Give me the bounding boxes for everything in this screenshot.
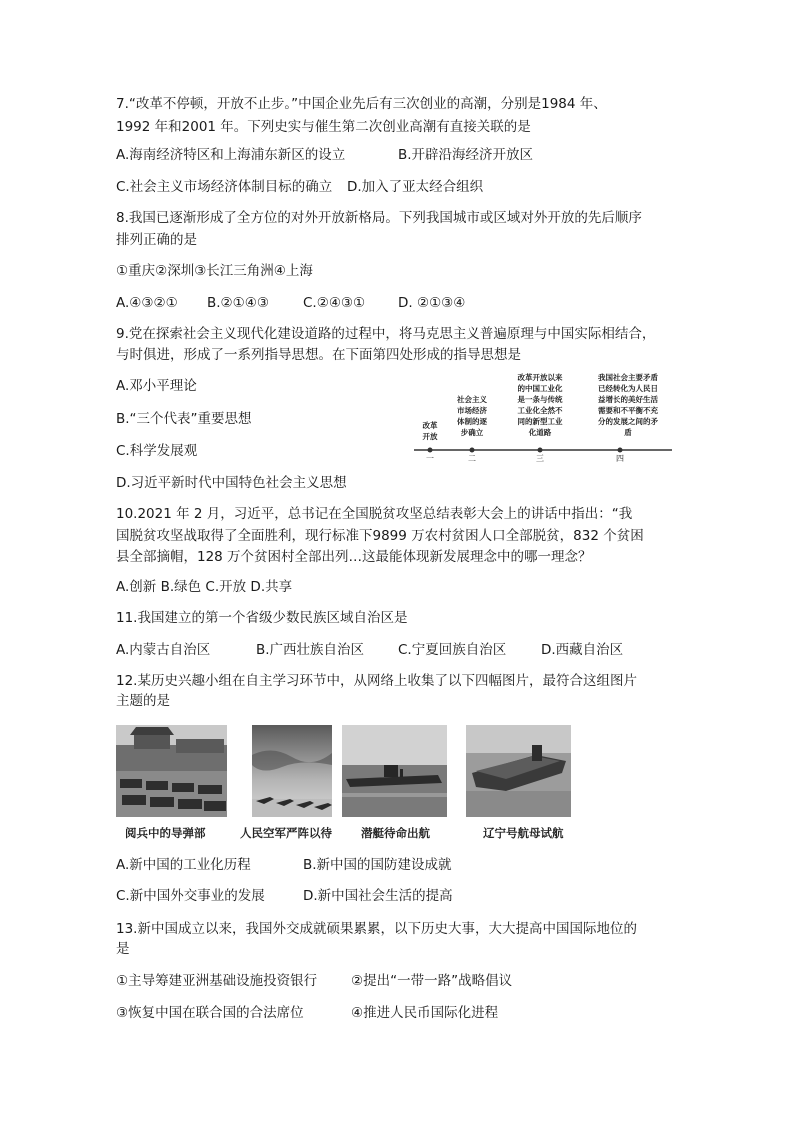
q8-option-b: B.②①④③ — [207, 295, 269, 311]
aircraft-carrier-photo — [466, 725, 571, 817]
q13-stem-line2: 是 — [116, 941, 130, 957]
q11-stem: 11.我国建立的第一个省级少数民族区域自治区是 — [116, 610, 408, 626]
q7-stem-line2: 1992 年和2001 年。下列史实与催生第二次创业高潮有直接关联的是 — [116, 119, 531, 135]
q12-option-a: A.新中国的工业化历程 — [116, 857, 251, 873]
q7-option-d: D.加入了亚太经合组织 — [347, 179, 484, 195]
q9-timeline-figure — [412, 368, 674, 466]
q8-option-c: C.②④③① — [303, 295, 366, 311]
q12-option-d: D.新中国社会生活的提高 — [303, 888, 453, 904]
q8-stem-line1: 8.我国已逐渐形成了全方位的对外开放新格局。下列我国城市或区域对外开放的先后顺序 — [116, 210, 642, 226]
q9-option-b: B.“三个代表”重要思想 — [116, 411, 252, 427]
q9-option-c: C.科学发展观 — [116, 443, 198, 459]
timeline-axis — [412, 368, 674, 466]
timeline-col2: 社会主义 市场经济 体制的逐 步确立 — [457, 395, 487, 437]
q11-option-b: B.广西壮族自治区 — [256, 642, 365, 658]
q10-stem-line1: 10.2021 年 2 月，习近平，总书记在全国脱贫攻坚总结表彰大会上的讲话中指出：“我 — [116, 506, 633, 522]
q12-option-b: B.新中国的国防建设成就 — [303, 857, 452, 873]
q8-items: ①重庆②深圳③长江三角洲④上海 — [116, 263, 313, 279]
q7-option-b: B.开辟沿海经济开放区 — [398, 147, 534, 163]
q13-item-4: ④推进人民币国际化进程 — [351, 1005, 499, 1021]
photo-caption-4: 辽宁号航母试航 — [483, 826, 564, 840]
q11-option-d: D.西藏自治区 — [541, 642, 624, 658]
missile-parade-photo — [116, 725, 227, 817]
q7-option-c: C.社会主义市场经济体制目标的确立 — [116, 179, 333, 195]
q9-stem-line1: 9.党在探索社会主义现代化建设道路的过程中，将马克思主义普遍原理与中国实际相结合， — [116, 326, 656, 342]
timeline-num-4: 四 — [616, 454, 624, 463]
q10-stem-line2: 国脱贫攻坚战取得了全面胜利，现行标准下9899 万农村贫困人口全部脱贫，832 个贫困 — [116, 528, 644, 544]
q10-stem-line3: 县全部摘帽，128 万个贫困村全部出列…这最能体现新发展理念中的哪一理念？ — [116, 549, 592, 565]
q13-stem-line1: 13.新中国成立以来，我国外交成就硕果累累，以下历史大事，大大提高中国国际地位的 — [116, 921, 637, 937]
photo-caption-3: 潜艇待命出航 — [361, 826, 430, 840]
timeline-col1: 改革 开放 — [422, 421, 438, 441]
air-force-photo — [252, 725, 332, 817]
timeline-num-3: 三 — [536, 454, 544, 463]
q8-option-d: D. ②①③④ — [398, 295, 466, 311]
timeline-num-1: 一 — [426, 454, 434, 463]
q12-option-c: C.新中国外交事业的发展 — [116, 888, 265, 904]
photo-caption-2: 人民空军严阵以待 — [240, 826, 332, 840]
q12-stem-line1: 12.某历史兴趣小组在自主学习环节中，从网络上收集了以下四幅图片，最符合这组图片 — [116, 673, 637, 689]
q9-option-a: A.邓小平理论 — [116, 378, 197, 394]
submarine-photo — [342, 725, 447, 817]
q13-item-1: ①主导筹建亚洲基础设施投资银行 — [116, 973, 318, 989]
q8-stem-line2: 排列正确的是 — [116, 232, 197, 248]
q11-option-c: C.宁夏回族自治区 — [398, 642, 507, 658]
timeline-col3: 改革开放以来 的中国工业化 是一条与传统 工业化全然不 同的新型工业 化道路 — [517, 373, 563, 437]
q12-stem-line2: 主题的是 — [116, 693, 170, 709]
timeline-num-2: 二 — [468, 454, 476, 463]
q10-options: A.创新 B.绿色 C.开放 D.共享 — [116, 579, 293, 595]
q7-option-a: A.海南经济特区和上海浦东新区的设立 — [116, 147, 346, 163]
photo-caption-1: 阅兵中的导弹部 — [125, 826, 206, 840]
q9-stem-line2: 与时俱进，形成了一系列指导思想。在下面第四处形成的指导思想是 — [116, 347, 521, 363]
q7-stem-line1: 7.“改革不停顿，开放不止步。”中国企业先后有三次创业的高潮，分别是1984 年、 — [116, 96, 607, 112]
q13-item-3: ③恢复中国在联合国的合法席位 — [116, 1005, 304, 1021]
q13-item-2: ②提出“一带一路”战略倡议 — [351, 973, 513, 989]
q11-option-a: A.内蒙古自治区 — [116, 642, 211, 658]
timeline-col4: 我国社会主要矛盾 已经转化为人民日 益增长的美好生活 需要和不平衡不充 分的发展之间的矛 盾 — [598, 373, 658, 437]
q9-option-d: D.习近平新时代中国特色社会主义思想 — [116, 475, 347, 491]
q8-option-a: A.④③②① — [116, 295, 178, 311]
